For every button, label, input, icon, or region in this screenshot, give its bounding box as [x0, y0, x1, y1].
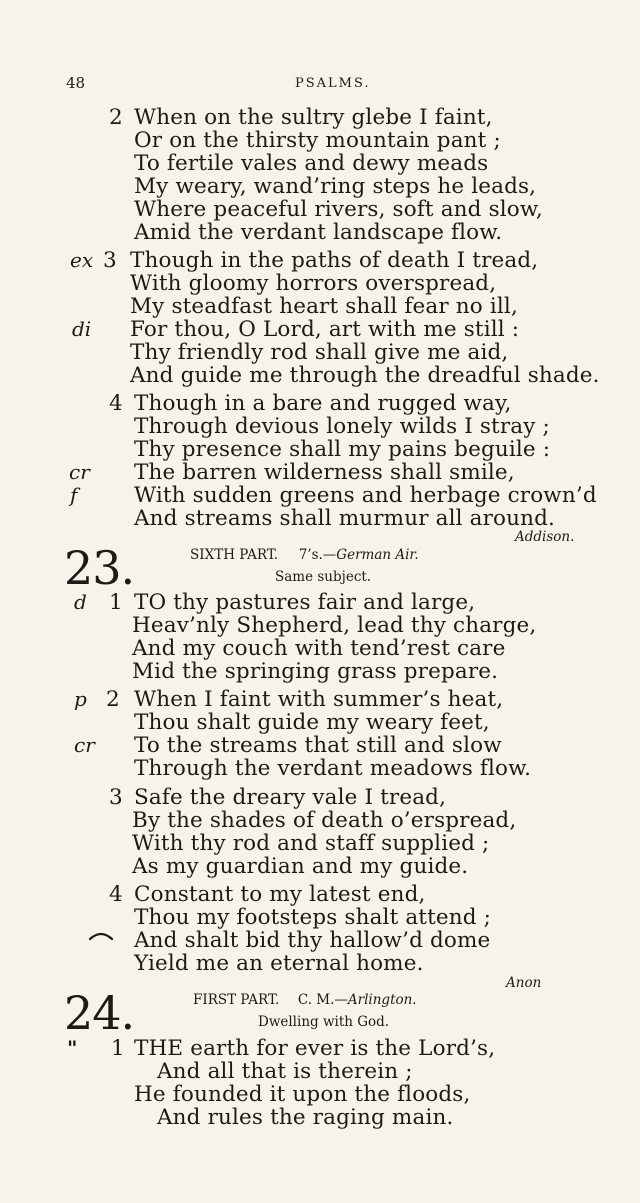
verse-number: 1 [111, 1036, 125, 1061]
page-number: 48 [66, 74, 86, 92]
verse-line: THE earth for ever is the Lord’s, [134, 1036, 496, 1061]
verse-line: And rules the raging main. [157, 1105, 454, 1130]
hymn-part: SIXTH PART. [190, 547, 279, 563]
dynamic-mark: di [72, 317, 92, 341]
verse-line: With gloomy horrors overspread, [130, 271, 497, 296]
verse-number: 3 [103, 248, 117, 273]
verse-line: By the shades of death o’erspread, [132, 808, 517, 833]
dynamic-mark: cr [69, 460, 90, 484]
verse-line: Mid the springing grass prepare. [132, 659, 499, 684]
verse-line: To the streams that still and slow [134, 733, 502, 758]
verse-line: And my couch with tend’rest care [132, 636, 506, 661]
verse-line: TO thy pastures fair and large, [134, 590, 476, 615]
verse-line: Safe the dreary vale I tread, [134, 785, 447, 810]
hymn-heading: SIXTH PART. 7’s.—German Air. [190, 547, 419, 563]
verse-line: Though in a bare and rugged way, [134, 391, 512, 416]
verse-number: 2 [109, 105, 123, 130]
verse-line: When I faint with summer’s heat, [134, 687, 504, 712]
verse-line: To fertile vales and dewy meads [134, 151, 489, 176]
verse-line: He founded it upon the floods, [134, 1082, 471, 1107]
verse-number: 2 [106, 687, 120, 712]
hymn-tune: Arlington. [347, 992, 417, 1008]
hymn-tune: German Air. [336, 547, 419, 563]
dynamic-mark: f [70, 483, 78, 507]
verse-line: Thy presence shall my pains beguile : [134, 437, 551, 462]
verse-line: As my guardian and my guide. [132, 854, 469, 879]
verse-line: Thou my footsteps shalt attend ; [134, 905, 492, 930]
verse-line: With sudden greens and herbage crown’d [134, 483, 597, 508]
slur-icon [88, 929, 114, 941]
hymn-number: 24. [64, 986, 135, 1040]
dynamic-mark: " [67, 1036, 78, 1060]
verse-number: 1 [109, 590, 123, 615]
verse-line: Through the verdant meadows flow. [134, 756, 532, 781]
verse-line: When on the sultry glebe I faint, [134, 105, 493, 130]
hymn-heading: FIRST PART. C. M.—Arlington. [193, 992, 417, 1008]
attribution: Anon [506, 975, 542, 991]
verse-line: Or on the thirsty mountain pant ; [134, 128, 501, 153]
verse-line: Thy friendly rod shall give me aid, [130, 340, 509, 365]
verse-line: And all that is therein ; [157, 1059, 413, 1084]
verse-number: 4 [109, 391, 123, 416]
dynamic-mark: ex [70, 248, 94, 272]
hymn-subject: Dwelling with God. [258, 1014, 390, 1030]
verse-line: And guide me through the dreadful shade. [130, 363, 600, 388]
hymn-part: FIRST PART. [193, 992, 280, 1008]
verse-line: Where peaceful rivers, soft and slow, [134, 197, 543, 222]
verse-line: Through devious lonely wilds I stray ; [134, 414, 550, 439]
attribution: Addison. [515, 529, 575, 545]
verse-line: Yield me an eternal home. [134, 951, 424, 976]
verse-line: With thy rod and staff supplied ; [132, 831, 490, 856]
verse-line: Constant to my latest end, [134, 882, 426, 907]
verse-line: Though in the paths of death I tread, [130, 248, 539, 273]
verse-line: The barren wilderness shall smile, [134, 460, 515, 485]
hymn-meter: 7’s. [298, 547, 323, 563]
verse-number: 3 [109, 785, 123, 810]
hymn-number: 23. [64, 541, 135, 595]
verse-line: Thou shalt guide my weary feet, [134, 710, 490, 735]
verse-line: For thou, O Lord, art with me still : [130, 317, 520, 342]
verse-number: 4 [109, 882, 123, 907]
verse-line: My weary, wand’ring steps he leads, [134, 174, 537, 199]
verse-line: My steadfast heart shall fear no ill, [130, 294, 518, 319]
verse-line: And shalt bid thy hallow’d dome [134, 928, 491, 953]
running-title: PSALMS. [295, 76, 371, 91]
verse-line: Amid the verdant landscape flow. [134, 220, 503, 245]
dynamic-mark: p [74, 687, 87, 711]
verse-line: And streams shall murmur all around. [134, 506, 555, 531]
hymn-meter: C. M. [297, 992, 335, 1008]
verse-line: Heav’nly Shepherd, lead thy charge, [132, 613, 537, 638]
dynamic-mark: cr [74, 733, 95, 757]
dynamic-mark: d [74, 590, 87, 614]
hymn-subject: Same subject. [275, 569, 372, 585]
